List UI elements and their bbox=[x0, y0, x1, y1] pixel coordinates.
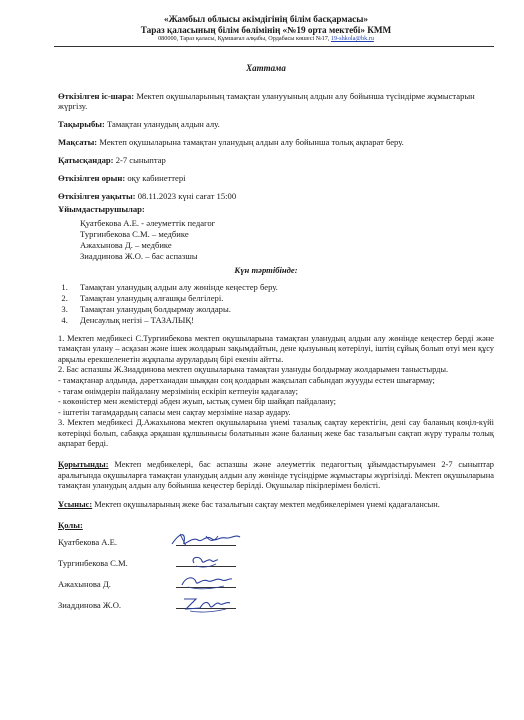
field-value: оқу кабинеттері bbox=[125, 172, 186, 183]
signer-name: Ажахынова Д. bbox=[58, 579, 111, 590]
list-item: Қуатбекова А.Е. - әлеуметтік педагог bbox=[80, 218, 216, 229]
signer-name: Қуатбекова А.Е. bbox=[58, 537, 118, 548]
header-divider bbox=[54, 46, 494, 47]
agenda-list bbox=[58, 282, 494, 325]
field-label: Өткізілген уақыты: bbox=[58, 190, 136, 201]
organizers-section bbox=[58, 204, 494, 261]
report-body bbox=[58, 334, 494, 450]
field-value: 2-7 сыныптар bbox=[113, 154, 166, 165]
conclusion-text: Мектеп медбикелері, бас аспазшы және әлеуметтік педагогтың ұйымдастыруымен 2-7 сыныптар аралығында оқушыларға тамақтан уланудың алдын алу жөнінде түсіндірме жұмыстары жүргізілді. Мектеп оқушыларына тамақтан уланудың алдын алу бойынша кеңестер берілді. Оқушылар пікірлерімен бөлісті. bbox=[58, 459, 494, 491]
list-item: 1. Тамақтан уланудың алдын алу жөнінде кеңестер беру. bbox=[70, 282, 494, 293]
field-label: Қатысқандар: bbox=[58, 154, 114, 165]
body-paragraph: - тамақтанар алдында, дәретханадан шыққан соң қолдарын жақсылап сабындап жуууды естен шығармау; bbox=[58, 375, 435, 385]
signatures-label: Қолы: bbox=[58, 520, 83, 531]
document-title: Хаттама bbox=[246, 63, 286, 74]
signature-image bbox=[166, 591, 246, 615]
list-item: Ажахынова Д. – медбике bbox=[80, 239, 172, 250]
list-item: 4. Денсаулық негізі – ТАЗАЛЫҚ! bbox=[70, 315, 494, 326]
field-topic bbox=[58, 119, 494, 130]
letterhead bbox=[38, 14, 494, 43]
signature-row bbox=[58, 535, 494, 556]
signature-row bbox=[58, 598, 494, 619]
field-time bbox=[58, 191, 494, 202]
proposal-label: Ұсыныс: bbox=[58, 499, 93, 509]
signature-row bbox=[58, 556, 494, 577]
field-label: Өткізілген орын: bbox=[58, 172, 126, 183]
field-label: Тақырыбы: bbox=[58, 119, 105, 130]
field-label: Өткізілген іс-шара: bbox=[58, 90, 135, 101]
field-place bbox=[58, 173, 494, 184]
list-item: 2. Тамақтан уланудың алғашқы белгілері. bbox=[70, 293, 494, 304]
field-event bbox=[58, 91, 494, 113]
signatures-section bbox=[58, 520, 494, 619]
body-paragraph: - іштетін тағамдардың сапасы мен сақтау мерзіміне назар аудару. bbox=[58, 407, 291, 417]
field-label: Мақсаты: bbox=[58, 137, 98, 148]
field-value: Мектеп оқушыларына тамақтан уланудың алдын алу бойынша толық ақпарат беру. bbox=[97, 137, 404, 148]
address-text: 080000, Тараз қаласы, Құмшағал алқабы, Ордабасы көшесі №17, bbox=[158, 35, 331, 43]
email-link[interactable]: 19-shkola@bk.ru bbox=[330, 35, 374, 43]
body-paragraph: 2. Бас аспазшы Ж.Зиаддинова мектеп оқушыларына тамақтан улануды болдырмау жолдарымен таныстырды. bbox=[58, 365, 449, 375]
field-value: Тамақтан уланудың алдын алу. bbox=[104, 119, 220, 130]
signature-row bbox=[58, 577, 494, 598]
list-item: Зиаддинова Ж.О. – бас аспазшы bbox=[80, 250, 198, 261]
proposal bbox=[58, 500, 494, 511]
conclusion-label: Қорытынды: bbox=[58, 459, 109, 469]
field-goal bbox=[58, 137, 494, 148]
org-address bbox=[38, 35, 494, 43]
organizers-list bbox=[58, 218, 494, 261]
list-item: 3. Тамақтан уланудың болдырмау жолдары. bbox=[70, 304, 494, 315]
body-paragraph: - көкөністер мен жемістерді әбден жуып, ыстық сумен бір шайқап пайдалану; bbox=[58, 397, 336, 407]
body-paragraph: 3. Мектеп медбикесі Д.Ажахынова мектеп оқушыларына үнемі тазалық сақтау керектігін, дені сау баланың көңіл-күйі көтеріңкі болып, сабаққа әрқашан құлшынысы болатынын және баланың жеке бас тазалығын сақтап жүру туралы толық ақпарат берді. bbox=[58, 418, 494, 449]
agenda-title: Күн тәртібінде: bbox=[234, 265, 298, 276]
body-paragraph: - тағам өнімдерін пайдалану мерзімінің ескіріп кетпеуін қадағалау; bbox=[58, 386, 298, 396]
signer-name: Тургинбекова С.М. bbox=[58, 558, 128, 569]
conclusion bbox=[58, 460, 494, 492]
field-participants bbox=[58, 155, 494, 166]
org-line-2: Тараз қаласының білім бөлімінің «№19 орта мектебі» КММ bbox=[140, 24, 392, 35]
proposal-text: Мектеп оқушыларының жеке бас тазалығын сақтау мектеп медбикелерімен үнемі қадағалансын. bbox=[92, 499, 440, 509]
org-line-1: «Жамбыл облысы әкімдігінің білім басқармасы» bbox=[163, 14, 369, 24]
field-value: Мектеп оқушыларының тамақтан уланyуының алдын алу бойынша түсіндірме жұмыстарын жүргізу. bbox=[58, 90, 475, 112]
signer-name: Зиаддинова Ж.О. bbox=[58, 600, 122, 611]
body-paragraph: 1. Мектеп медбикесі С.Тургинбекова мектеп оқушыларына тамақтан уланудың алдын алу жөнінде кеңестер берді және тамақтан улану – асқазан және ішек жолдарын зақымдайтын, дене қызуының көтерілуі, іштің сұйық болып өтуі мен құсу арқылы ерекшеленетін жұқпалы аурулардың бірі екенін айтты. bbox=[58, 333, 494, 364]
list-item: Тургинбекова С.М. – медбике bbox=[80, 229, 189, 239]
agenda-section bbox=[58, 265, 494, 325]
organizers-label: Ұйымдастырушылар: bbox=[58, 204, 145, 215]
field-value: 08.11.2023 күні сағат 15:00 bbox=[135, 190, 237, 201]
